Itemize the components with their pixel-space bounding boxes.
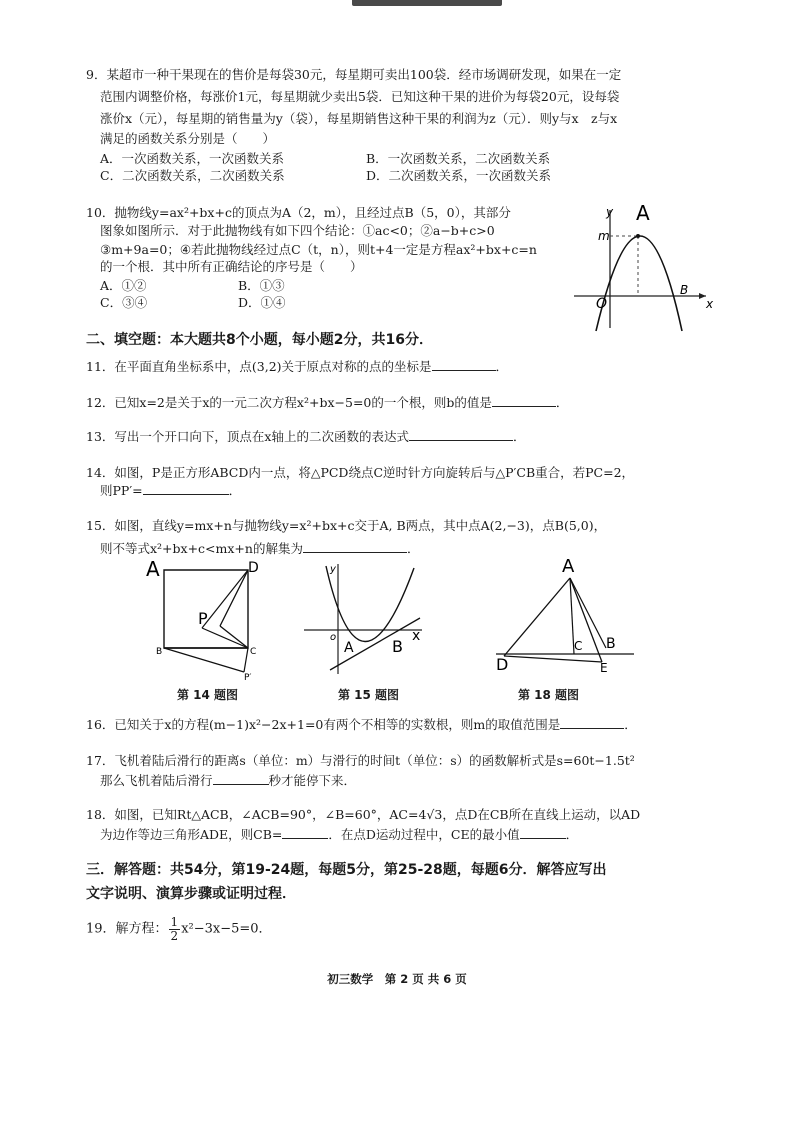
q9-option-d: D．二次函数关系，一次函数关系 <box>366 168 552 183</box>
figure-14-caption: 第 14 题图 <box>177 688 239 702</box>
f14-label-p2: P′ <box>244 673 252 682</box>
q9-line2: 范围内调整价格，每涨价1元，每星期就少卖出5袋．已知这种干果的进价为每袋20元，设每袋 <box>100 89 620 104</box>
q10-parabola-graph <box>566 196 716 336</box>
f18-label-e: E <box>600 661 608 675</box>
q19-text: 19．解方程： $\frac{1}{2}$ x²−3x−5=0． <box>86 915 272 943</box>
q9-line1: 9．某超市一种干果现在的售价是每袋30元，每星期可卖出100袋．经市场调研发现，如果在一定 <box>86 67 622 82</box>
q18-line2: 为边作等边三角形ADE，则CB= ．在点D运动过程中，CE的最小值 ． <box>100 827 579 842</box>
f15-label-b: B <box>392 637 403 656</box>
figure-18-caption: 第 18 题图 <box>518 688 580 702</box>
q16-blank[interactable] <box>560 716 624 729</box>
q17-line1: 17．飞机着陆后滑行的距离s（单位：m）与滑行的时间t（单位：s）的函数解析式是s=60t−1.5t² <box>86 753 635 768</box>
top-header-smudge <box>352 0 502 6</box>
section-2-heading: 二、填空题：本大题共8个小题，每小题2分，共16分． <box>86 332 433 348</box>
f14-label-p: P <box>198 609 208 628</box>
q10-option-b: B．①③ <box>238 278 285 293</box>
f18-label-c: C <box>574 639 583 653</box>
section-3-heading-line2: 文字说明、演算步骤或证明过程． <box>86 886 296 902</box>
f14-label-c: C <box>250 647 257 657</box>
q10-graph-x: x <box>706 297 714 311</box>
q11-text: 11．在平面直角坐标系中，点(3,2)关于原点对称的点的坐标是 ． <box>86 359 509 374</box>
q15-line2: 则不等式x²+bx+c<mx+n的解集为 ． <box>100 541 420 556</box>
q10-line4: 的一个根．其中所有正确结论的序号是（ ） <box>100 259 363 274</box>
q10-parabola <box>596 236 682 331</box>
f15-label-y: y <box>330 564 336 575</box>
q13-blank[interactable] <box>409 428 513 441</box>
q9-line4: 满足的函数关系分别是（ ） <box>100 131 276 146</box>
q9-option-c: C．二次函数关系，二次函数关系 <box>100 168 285 183</box>
q12-text: 12．已知x=2是关于x的一元二次方程x²+bx−5=0的一个根，则b的值是 ． <box>86 395 569 410</box>
f14-label-d: D <box>248 560 259 576</box>
q10-graph-m: m <box>598 229 610 243</box>
f18-label-b: B <box>606 636 616 652</box>
f15-label-a: A <box>344 640 354 656</box>
f15-label-x: x <box>412 628 421 644</box>
page-footer: 初三数学 第 2 页 共 6 页 <box>327 972 467 986</box>
q10-graph-y: y <box>606 205 614 219</box>
q9-option-a: A．一次函数关系，一次函数关系 <box>100 151 285 166</box>
q18-blank-ce[interactable] <box>520 826 566 839</box>
f14-label-b: B <box>156 647 163 657</box>
figure-14 <box>140 556 280 682</box>
f14-label-a: A <box>146 557 160 581</box>
q9-option-b: B．一次函数关系，二次函数关系 <box>366 151 551 166</box>
q18-line1: 18．如图，已知Rt△ACB，∠ACB=90°，∠B=60°，AC=4√3，点D在CB所在直线上运动，以AD <box>86 807 641 822</box>
q13-text: 13．写出一个开口向下，顶点在x轴上的二次函数的表达式 ． <box>86 429 526 444</box>
q10-line1: 10．抛物线y=ax²+bx+c的顶点为A（2，m），且经过点B（5，0），其部分 <box>86 205 511 220</box>
f15-label-o: o <box>330 632 337 643</box>
q19-fraction: $\frac{1}{2}$ <box>170 915 179 943</box>
f18-label-a: A <box>562 556 575 577</box>
q10-line2: 图象如图所示．对于此抛物线有如下四个结论：①ac<0；②a−b+c>0 <box>100 223 495 238</box>
q17-blank[interactable] <box>213 772 269 785</box>
q10-line3: ③m+9a=0；④若此抛物线经过点C（t，n），则t+4一定是方程ax²+bx+c=n <box>100 242 537 257</box>
figure-15 <box>300 556 430 682</box>
q15-blank[interactable] <box>303 540 407 553</box>
q11-blank[interactable] <box>432 358 496 371</box>
q16-text: 16．已知关于x的方程(m−1)x²−2x+1=0有两个不相等的实数根，则m的取值范围是 ． <box>86 717 637 732</box>
q17-line2: 那么飞机着陆后滑行 秒才能停下来． <box>100 773 357 788</box>
section-3-heading-line1: 三．解答题：共54分，第19-24题，每题5分，第25-28题，每题6分．解答应写出 <box>86 862 607 878</box>
figure-15-caption: 第 15 题图 <box>338 688 400 702</box>
q14-line2: 则PP′= ． <box>100 483 242 498</box>
q10-option-c: C．③④ <box>100 295 148 310</box>
q10-option-d: D．①④ <box>238 295 286 310</box>
figure-18 <box>490 556 640 682</box>
q15-line1: 15．如图，直线y=mx+n与抛物线y=x²+bx+c交于A, B两点，其中点A(2,−3)，点B(5,0)， <box>86 518 607 533</box>
q10-graph-b: B <box>680 283 689 297</box>
q12-blank[interactable] <box>492 394 556 407</box>
f18-label-d: D <box>496 655 509 674</box>
q14-blank[interactable] <box>143 482 229 495</box>
q9-line3: 涨价x（元），每星期的销售量为y（袋），每星期销售这种干果的利润为z（元）．则y与x z与x <box>100 111 618 126</box>
q14-line1: 14．如图，P是正方形ABCD内一点，将△PCD绕点C逆时针方向旋转后与△P′CB重合，若PC=2， <box>86 465 635 480</box>
q18-blank-cb[interactable] <box>282 826 328 839</box>
q10-option-a: A．①② <box>100 278 147 293</box>
q10-graph-a: A <box>636 201 650 225</box>
q10-graph-o: O <box>596 296 608 312</box>
